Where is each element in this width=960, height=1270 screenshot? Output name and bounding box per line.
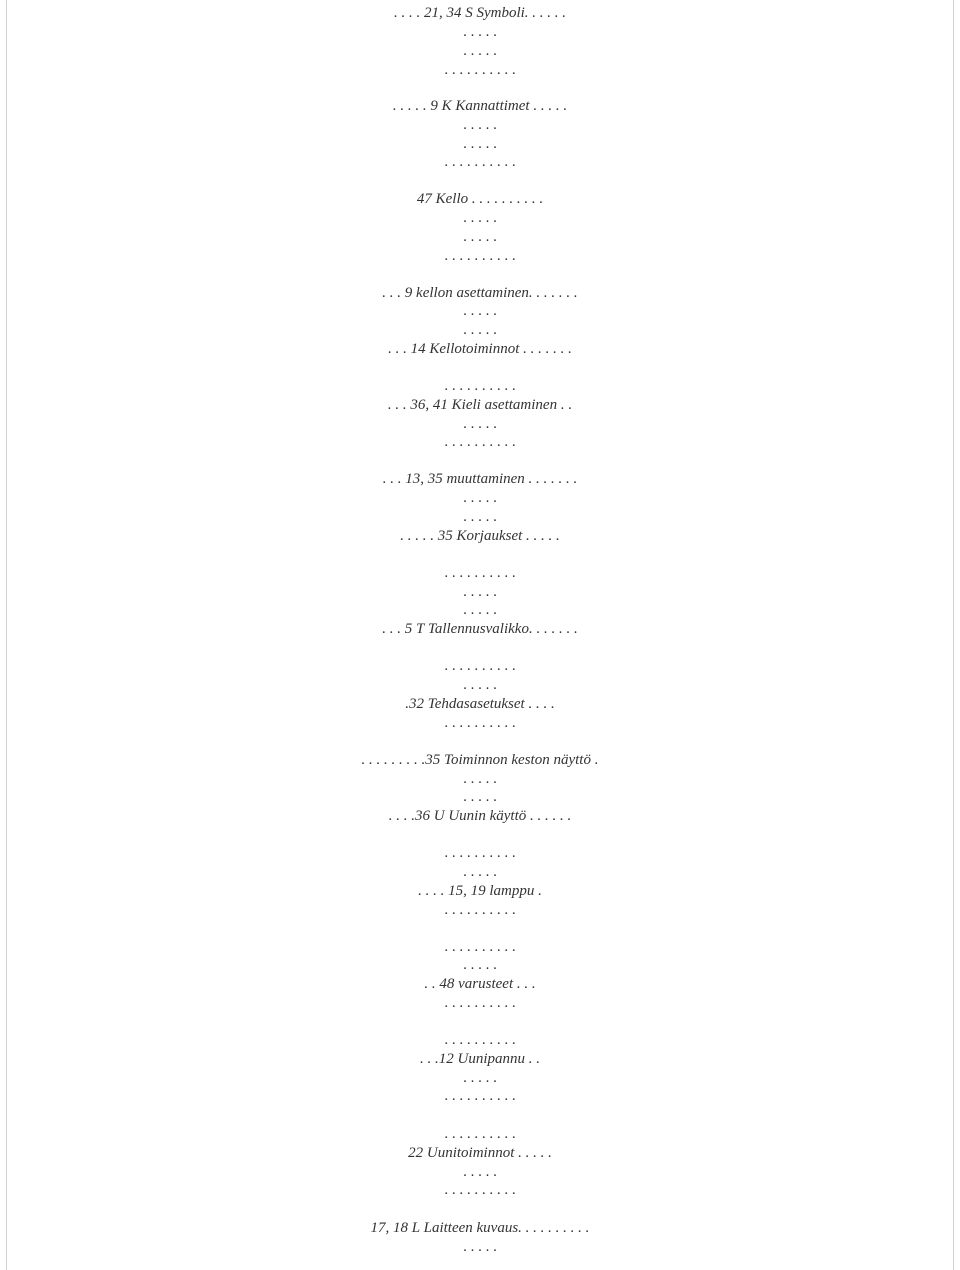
index-line: . . . . . 9 K Kannattimet . . . . . bbox=[392, 98, 568, 114]
index-line: . . . . . . . . .35 Toiminnon keston näyttö . bbox=[361, 752, 599, 768]
index-line: . . . . . bbox=[463, 322, 497, 338]
index-line: . . . . . . . . . . bbox=[444, 1182, 516, 1198]
index-line: . . . . . . . . . . bbox=[444, 154, 516, 170]
index-line: 17, 18 L Laitteen kuvaus. . . . . . . . . . bbox=[370, 1220, 590, 1236]
index-line: . . . . . . . . . . bbox=[444, 995, 516, 1011]
index-line: . . . . . . . . . . bbox=[444, 565, 516, 581]
index-line: . . . 5 T Tallennusvalikko. . . . . . . bbox=[382, 621, 578, 637]
index-line: . . . . . bbox=[463, 957, 497, 973]
index-line: . . . . . bbox=[463, 1239, 497, 1255]
index-line: . . . . . bbox=[463, 602, 497, 618]
index-line: . . . . . bbox=[463, 771, 497, 787]
index-line: . . . .36 U Uunin käyttö . . . . . . bbox=[388, 808, 572, 824]
index-line: . . . . . . . . . . bbox=[444, 715, 516, 731]
index-line: . . . . . . . . . . bbox=[444, 939, 516, 955]
index-line: . . .12 Uunipannu . . bbox=[420, 1051, 540, 1067]
index-line: . . . . . bbox=[463, 490, 497, 506]
index-line: . . . . . . . . . . bbox=[444, 378, 516, 394]
index-line: .32 Tehdasasetukset . . . . bbox=[405, 696, 555, 712]
index-line: 47 Kello . . . . . . . . . . bbox=[416, 191, 544, 207]
index-line: . . . . . . . . . . bbox=[444, 62, 516, 78]
index-line: . . . . . bbox=[463, 229, 497, 245]
index-line: . . . . . bbox=[463, 509, 497, 525]
index-line: . . . . . . . . . . bbox=[444, 434, 516, 450]
index-line: . . . . . bbox=[463, 1164, 497, 1180]
index-line: . . . . . . . . . . bbox=[444, 1088, 516, 1104]
index-line: . . . . . bbox=[463, 136, 497, 152]
index-line: . . 48 varusteet . . . bbox=[424, 976, 536, 992]
index-line: . . . . . bbox=[463, 677, 497, 693]
index-line: . . . 9 kellon asettaminen. . . . . . . bbox=[382, 285, 578, 301]
index-line: . . . . 21, 34 S Symboli. . . . . . bbox=[393, 5, 567, 21]
index-line: . . . 36, 41 Kieli asettaminen . . bbox=[387, 397, 573, 413]
index-line: . . . . . 35 Korjaukset . . . . . bbox=[400, 528, 560, 544]
index-line: . . . . . bbox=[463, 789, 497, 805]
index-line: . . . . . . . . . . bbox=[444, 248, 516, 264]
index-line: . . . . . . . . . . bbox=[444, 1032, 516, 1048]
index-line: . . . . . . . . . . bbox=[444, 845, 516, 861]
index-line: 22 Uunitoiminnot . . . . . bbox=[408, 1145, 552, 1161]
index-line: . . . . . bbox=[463, 210, 497, 226]
index-line: . . . . . . . . . . bbox=[444, 1126, 516, 1142]
index-line: . . . . . bbox=[463, 303, 497, 319]
index-line: . . . . . . . . . . bbox=[444, 658, 516, 674]
index-line: . . . 14 Kellotoiminnot . . . . . . . bbox=[388, 341, 572, 357]
index-line: . . . . . bbox=[463, 416, 497, 432]
index-line: . . . . . bbox=[463, 24, 497, 40]
index-line: . . . . . bbox=[463, 584, 497, 600]
index-line: . . . . . bbox=[463, 117, 497, 133]
index-line: . . . 13, 35 muuttaminen . . . . . . . bbox=[382, 471, 578, 487]
index-line: . . . . . . . . . . bbox=[444, 902, 516, 918]
index-line: . . . . . bbox=[463, 864, 497, 880]
index-line: . . . . . bbox=[463, 43, 497, 59]
index-line: . . . . 15, 19 lamppu . bbox=[418, 883, 542, 899]
index-line: . . . . . bbox=[463, 1070, 497, 1086]
